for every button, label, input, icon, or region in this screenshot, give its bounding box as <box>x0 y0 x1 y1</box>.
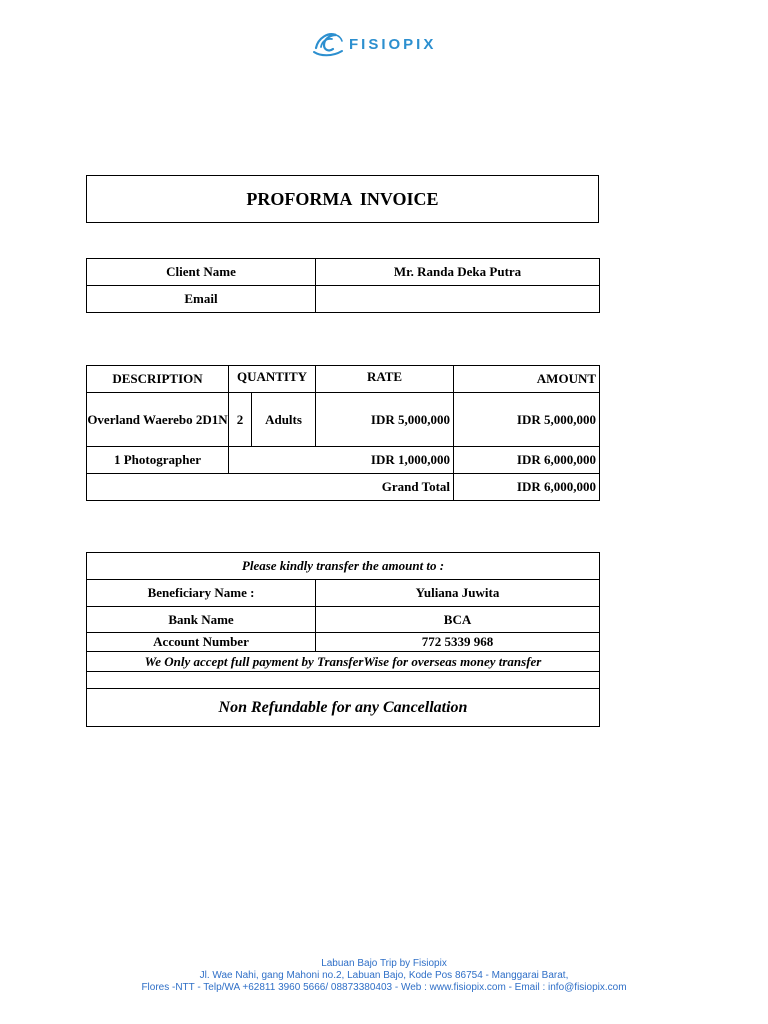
item-description: Overland Waerebo 2D1N <box>87 393 229 447</box>
payment-info-table <box>86 552 600 727</box>
table-row <box>87 607 600 633</box>
quantity-header: QUANTITY <box>229 366 316 393</box>
beneficiary-value: Yuliana Juwita <box>316 580 600 607</box>
email-label: Email <box>87 286 316 313</box>
table-row <box>87 580 600 607</box>
table-row <box>87 259 600 286</box>
table-row <box>87 652 600 672</box>
client-info-table <box>86 258 600 313</box>
table-header-row <box>87 366 600 393</box>
amount-header: AMOUNT <box>454 366 600 393</box>
item-rate: IDR 1,000,000 <box>229 447 454 474</box>
footer <box>0 958 768 994</box>
item-quantity: 2 <box>229 393 252 447</box>
brand-name: FISIOPIX <box>349 35 437 53</box>
bank-name-value: BCA <box>316 607 600 633</box>
bank-name-label: Bank Name <box>87 607 316 633</box>
table-row <box>87 672 600 689</box>
invoice-title: PROFORMA INVOICE <box>86 175 599 223</box>
grand-total-label: Grand Total <box>87 474 454 501</box>
account-number-value: 772 5339 968 <box>316 633 600 652</box>
table-row <box>87 633 600 652</box>
table-row <box>87 689 600 727</box>
footer-address: Jl. Wae Nahi, gang Mahoni no.2, Labuan Bajo, Kode Pos 86754 - Manggarai Barat, <box>199 970 569 981</box>
account-number-label: Account Number <box>87 633 316 652</box>
email-value <box>316 286 600 313</box>
footer-contact: Flores -NTT - Telp/WA +62811 3960 5666/ 08873380403 - Web : www.fisiopix.com - Email : info@fisiopix.com <box>141 982 627 993</box>
rate-header: RATE <box>316 366 454 393</box>
client-name-value: Mr. Randa Deka Putra <box>316 259 600 286</box>
item-amount: IDR 5,000,000 <box>454 393 600 447</box>
beneficiary-label: Beneficiary Name : <box>87 580 316 607</box>
grand-total-value: IDR 6,000,000 <box>454 474 600 501</box>
item-rate: IDR 5,000,000 <box>316 393 454 447</box>
client-name-label: Client Name <box>87 259 316 286</box>
footer-line: Labuan Bajo Trip by Fisiopix <box>321 958 447 969</box>
refund-policy: Non Refundable for any Cancellation <box>87 689 600 727</box>
table-row <box>87 447 600 474</box>
company-logo <box>312 26 457 60</box>
description-header: DESCRIPTION <box>87 366 229 393</box>
item-description: 1 Photographer <box>87 447 229 474</box>
grand-total-row <box>87 474 600 501</box>
empty-cell <box>87 672 600 689</box>
table-row <box>87 393 600 447</box>
table-row <box>87 553 600 580</box>
items-table <box>86 365 600 501</box>
payment-note: We Only accept full payment by TransferWise for overseas money transfer <box>87 652 600 672</box>
wave-logo-icon <box>312 26 346 60</box>
item-amount: IDR 6,000,000 <box>454 447 600 474</box>
item-unit: Adults <box>252 393 316 447</box>
table-row <box>87 286 600 313</box>
payment-intro: Please kindly transfer the amount to : <box>87 553 600 580</box>
